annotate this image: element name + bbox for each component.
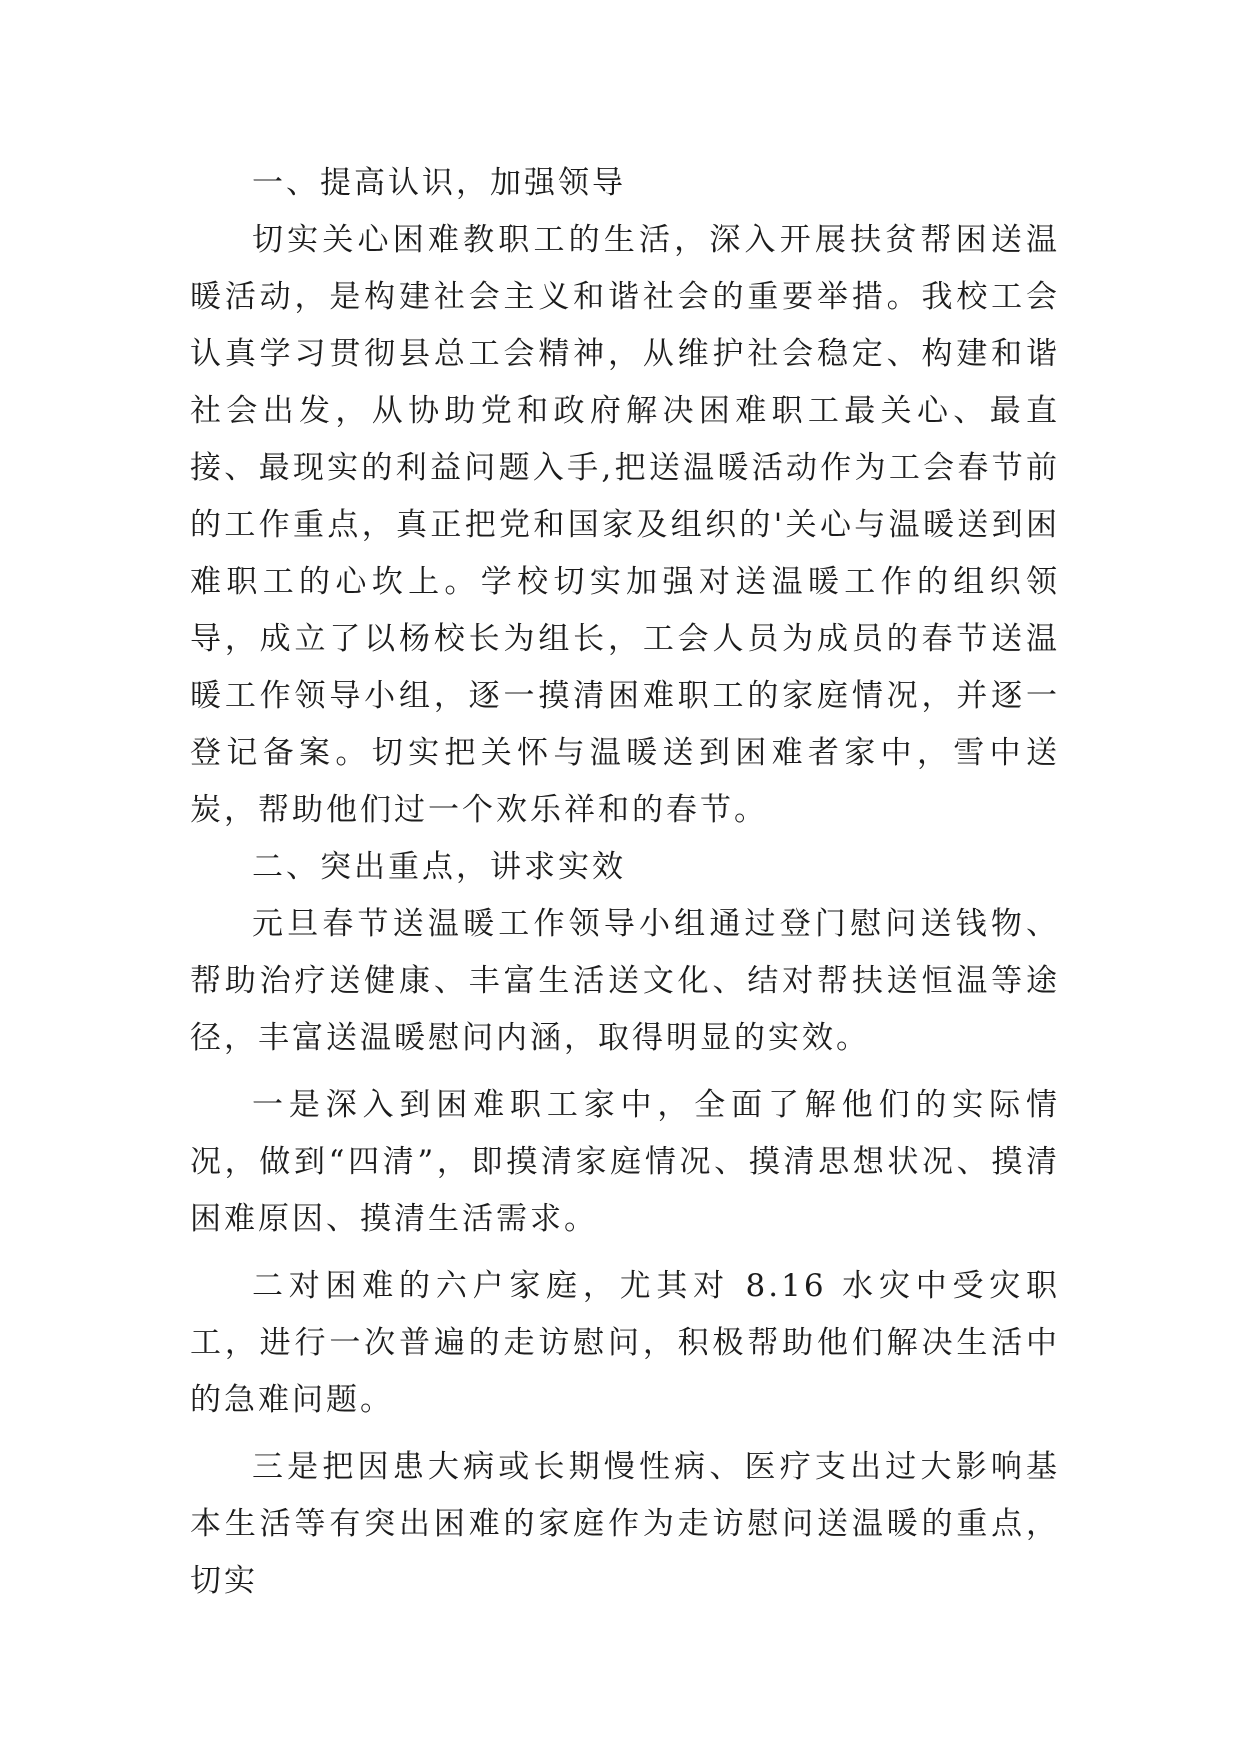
- paragraph-4: 二对困难的六户家庭，尤其对 8.16 水灾中受灾职工，进行一次普遍的走访慰问，积极帮助他们解决生活中的急难问题。: [190, 1268, 1060, 1418]
- paragraph-5: 三是把因患大病或长期慢性病、医疗支出过大影响基本生活等有突出困难的家庭作为走访慰问送温暖的重点，切实: [190, 1449, 1060, 1599]
- document-body: [190, 155, 1060, 1610]
- paragraph-1: 切实关心困难教职工的生活，深入开展扶贫帮困送温暖活动，是构建社会主义和谐社会的重要举措。我校工会认真学习贯彻县总工会精神，从维护社会稳定、构建和谐社会出发，从协助党和政府解决困难职工最关心、最直接、最现实的利益问题入手,把送温暖活动作为工会春节前的工作重点，真正把党和国家及组织的'关心与温暖送到困难职工的心坎上。学校切实加强对送温暖工作的组织领导，成立了以杨校长为组长，工会人员为成员的春节送温暖工作领导小组，逐一摸清困难职工的家庭情况，并逐一登记备案。切实把关怀与温暖送到困难者家中，雪中送炭，帮助他们过一个欢乐祥和的春节。: [190, 222, 1060, 828]
- section-heading-2: 二、突出重点，讲求实效: [252, 849, 626, 885]
- section-heading-1: 一、提高认识，加强领导: [252, 165, 626, 201]
- paragraph-3: 一是深入到困难职工家中，全面了解他们的实际情况，做到“四清”，即摸清家庭情况、摸清思想状况、摸清困难原因、摸清生活需求。: [190, 1087, 1060, 1237]
- paragraph-2: 元旦春节送温暖工作领导小组通过登门慰问送钱物、帮助治疗送健康、丰富生活送文化、结对帮扶送恒温等途径，丰富送温暖慰问内涵，取得明显的实效。: [190, 906, 1060, 1056]
